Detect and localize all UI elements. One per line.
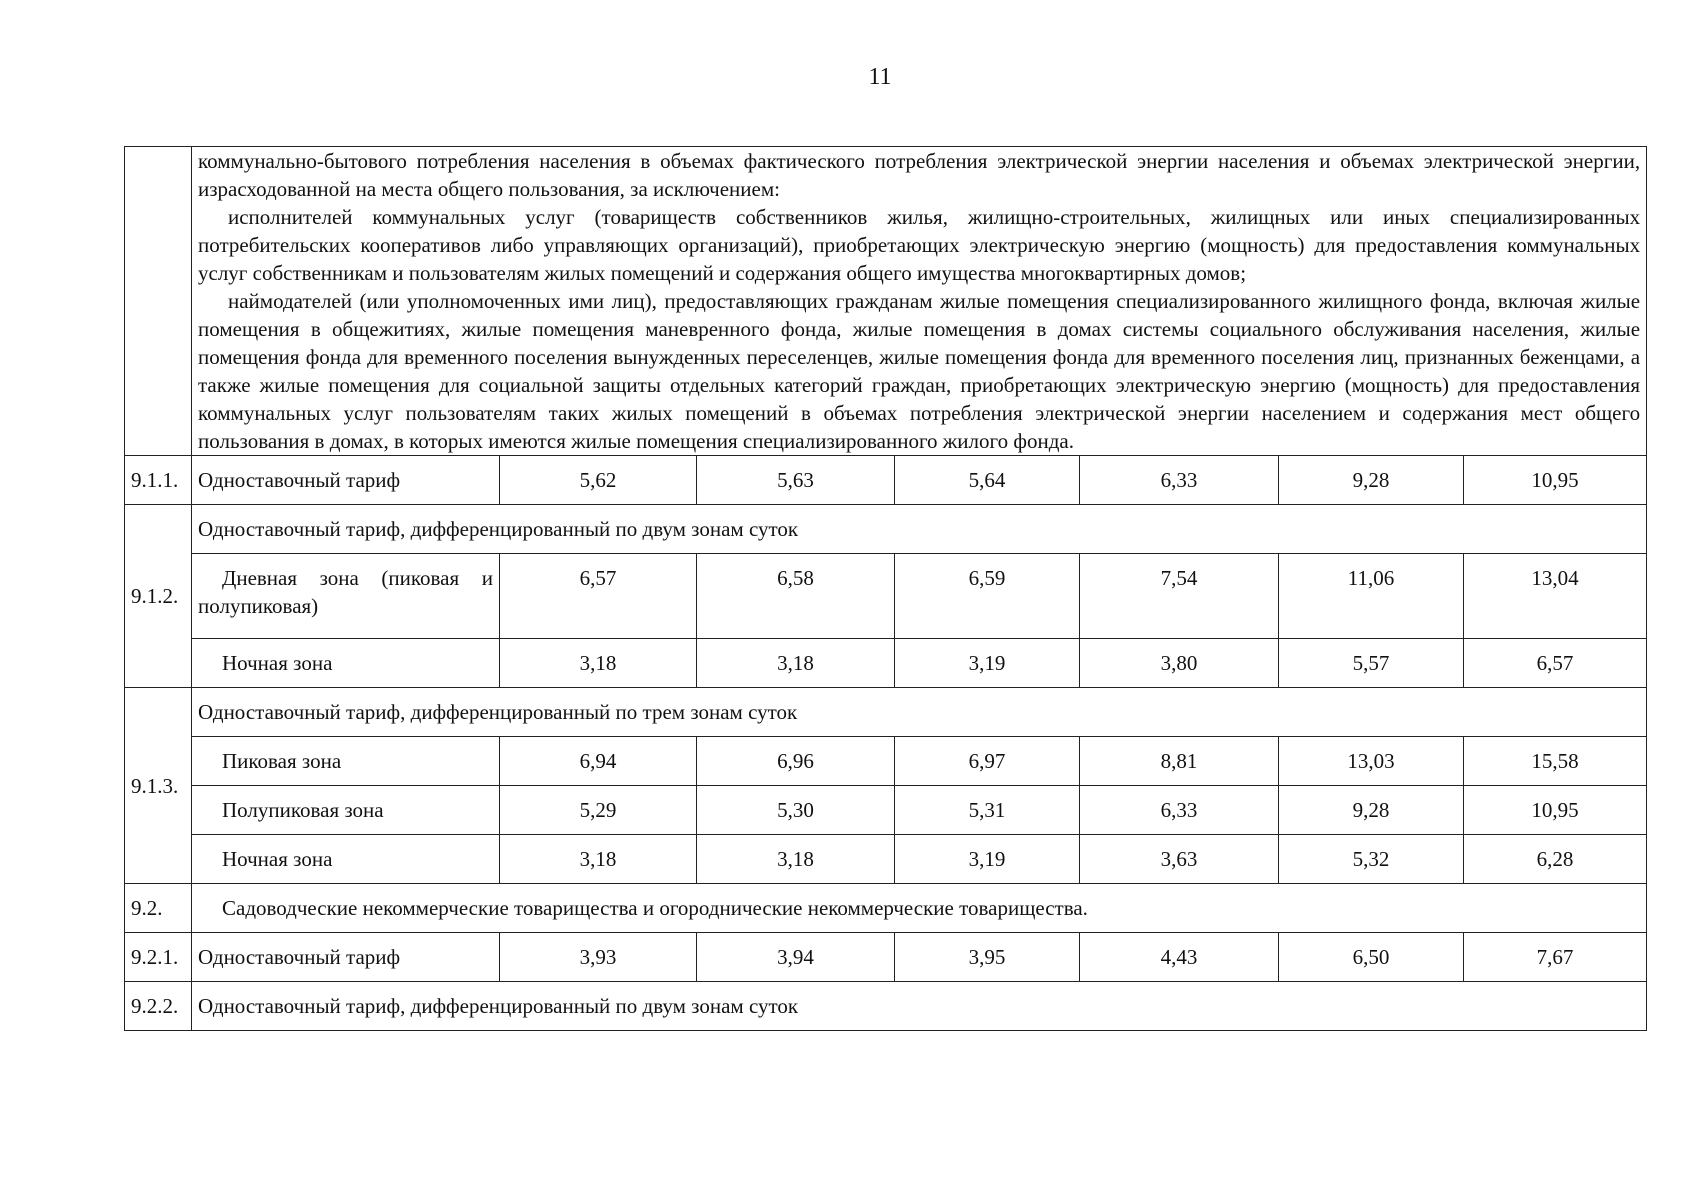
value-cell: 5,62	[500, 456, 697, 505]
value-cell: 6,57	[500, 554, 697, 639]
value-cell: 5,32	[1279, 835, 1464, 884]
intro-paragraph-3: наймодателей (или уполномоченных ими лиц), предоставляющих гражданам жилые помещения специализированного жилищного фонда, включая жилые помещения в общежитиях, жилые помещения маневренного фонда, жилые помещения в домах системы социального обслуживания населения, жилые помещения фонда для временного поселения вынужденных переселенцев, жилые помещения фонда для временного поселения лиц, признанных беженцами, а также жилые помещения для социальной защиты отдельных категорий граждан, приобретающих электрическую энергию (мощность) для предоставления коммунальных услуг пользователям таких жилых помещений в объемах потребления электрической энергии населением и содержания мест общего пользования в домах, в которых имеются жилые помещения специализированного жилого фонда.	[198, 289, 1641, 453]
value-cell: 15,58	[1464, 737, 1647, 786]
table-row-day-zone	[125, 554, 1647, 639]
row-label: Одноставочный тариф, дифференцированный по двум зонам суток	[192, 505, 1647, 554]
value-cell: 6,59	[895, 554, 1080, 639]
value-cell: 5,29	[500, 786, 697, 835]
table-row-9-2-2	[125, 982, 1647, 1031]
value-cell: 9,28	[1279, 786, 1464, 835]
row-label: Ночная зона	[192, 835, 500, 884]
value-cell: 3,93	[500, 933, 697, 982]
value-cell: 6,97	[895, 737, 1080, 786]
value-cell: 6,94	[500, 737, 697, 786]
table-row-intro	[125, 147, 1647, 456]
intro-paragraph-1: коммунально-бытового потребления населения в объемах фактического потребления электрической энергии населения и объемах электрической энергии, израсходованной на места общего пользования, за исключением:	[198, 149, 1641, 201]
row-label: Полупиковая зона	[192, 786, 500, 835]
value-cell: 6,57	[1464, 639, 1647, 688]
value-cell: 3,19	[895, 639, 1080, 688]
value-cell: 10,95	[1464, 786, 1647, 835]
value-cell: 6,50	[1279, 933, 1464, 982]
value-cell: 3,94	[697, 933, 895, 982]
value-cell: 7,54	[1080, 554, 1279, 639]
table-row-9-1-1	[125, 456, 1647, 505]
row-number: 9.1.2.	[125, 505, 192, 688]
value-cell: 3,63	[1080, 835, 1279, 884]
row-number: 9.2.1.	[125, 933, 192, 982]
row-label: Одноставочный тариф	[192, 933, 500, 982]
value-cell: 13,03	[1279, 737, 1464, 786]
table-row-9-2	[125, 884, 1647, 933]
value-cell: 5,63	[697, 456, 895, 505]
value-cell: 3,95	[895, 933, 1080, 982]
row-label-line-2: полупиковая)	[198, 594, 319, 618]
value-cell: 3,18	[697, 639, 895, 688]
value-cell: 3,19	[895, 835, 1080, 884]
value-cell: 4,43	[1080, 933, 1279, 982]
table-row-night-zone	[125, 835, 1647, 884]
table-row-peak-zone	[125, 737, 1647, 786]
value-cell: 10,95	[1464, 456, 1647, 505]
row-label: Садоводческие некоммерческие товарищества и огороднические некоммерческие товарищества.	[192, 884, 1647, 933]
value-cell: 6,58	[697, 554, 895, 639]
row-number: 9.1.3.	[125, 688, 192, 884]
table-row-9-2-1	[125, 933, 1647, 982]
row-label: Одноставочный тариф	[192, 456, 500, 505]
value-cell: 5,31	[895, 786, 1080, 835]
value-cell: 6,33	[1080, 456, 1279, 505]
value-cell: 7,67	[1464, 933, 1647, 982]
row-number-cell	[125, 147, 192, 456]
value-cell: 6,96	[697, 737, 895, 786]
row-label: Ночная зона	[192, 639, 500, 688]
value-cell: 5,64	[895, 456, 1080, 505]
value-cell: 3,18	[500, 639, 697, 688]
tariff-table	[124, 146, 1647, 1031]
value-cell: 3,18	[697, 835, 895, 884]
value-cell: 6,33	[1080, 786, 1279, 835]
table-row-9-1-3	[125, 688, 1647, 737]
value-cell: 8,81	[1080, 737, 1279, 786]
row-label-line-1: Дневная зона (пиковая и	[222, 566, 493, 590]
value-cell: 5,30	[697, 786, 895, 835]
value-cell: 3,18	[500, 835, 697, 884]
intro-paragraph-2: исполнителей коммунальных услуг (товариществ собственников жилья, жилищно-строительных, жилищных или иных специализированных потребительских кооперативов либо управляющих организаций), приобретающих электрическую энергию (мощность) для предоставления коммунальных услуг собственникам и пользователям жилых помещений и содержания общего имущества многоквартирных домов;	[198, 205, 1641, 285]
value-cell: 6,28	[1464, 835, 1647, 884]
value-cell: 11,06	[1279, 554, 1464, 639]
row-label: Одноставочный тариф, дифференцированный по трем зонам суток	[192, 688, 1647, 737]
row-label	[192, 554, 500, 639]
value-cell: 3,80	[1080, 639, 1279, 688]
table-row-9-1-2	[125, 505, 1647, 554]
value-cell: 9,28	[1279, 456, 1464, 505]
row-number: 9.2.2.	[125, 982, 192, 1031]
value-cell: 13,04	[1464, 554, 1647, 639]
intro-text-cell	[192, 147, 1647, 456]
row-number: 9.2.	[125, 884, 192, 933]
value-cell: 5,57	[1279, 639, 1464, 688]
row-label: Пиковая зона	[192, 737, 500, 786]
row-label: Одноставочный тариф, дифференцированный по двум зонам суток	[192, 982, 1647, 1031]
table-row-semi-peak-zone	[125, 786, 1647, 835]
row-number: 9.1.1.	[125, 456, 192, 505]
table-row-night-zone	[125, 639, 1647, 688]
page-number: 11	[868, 64, 892, 90]
